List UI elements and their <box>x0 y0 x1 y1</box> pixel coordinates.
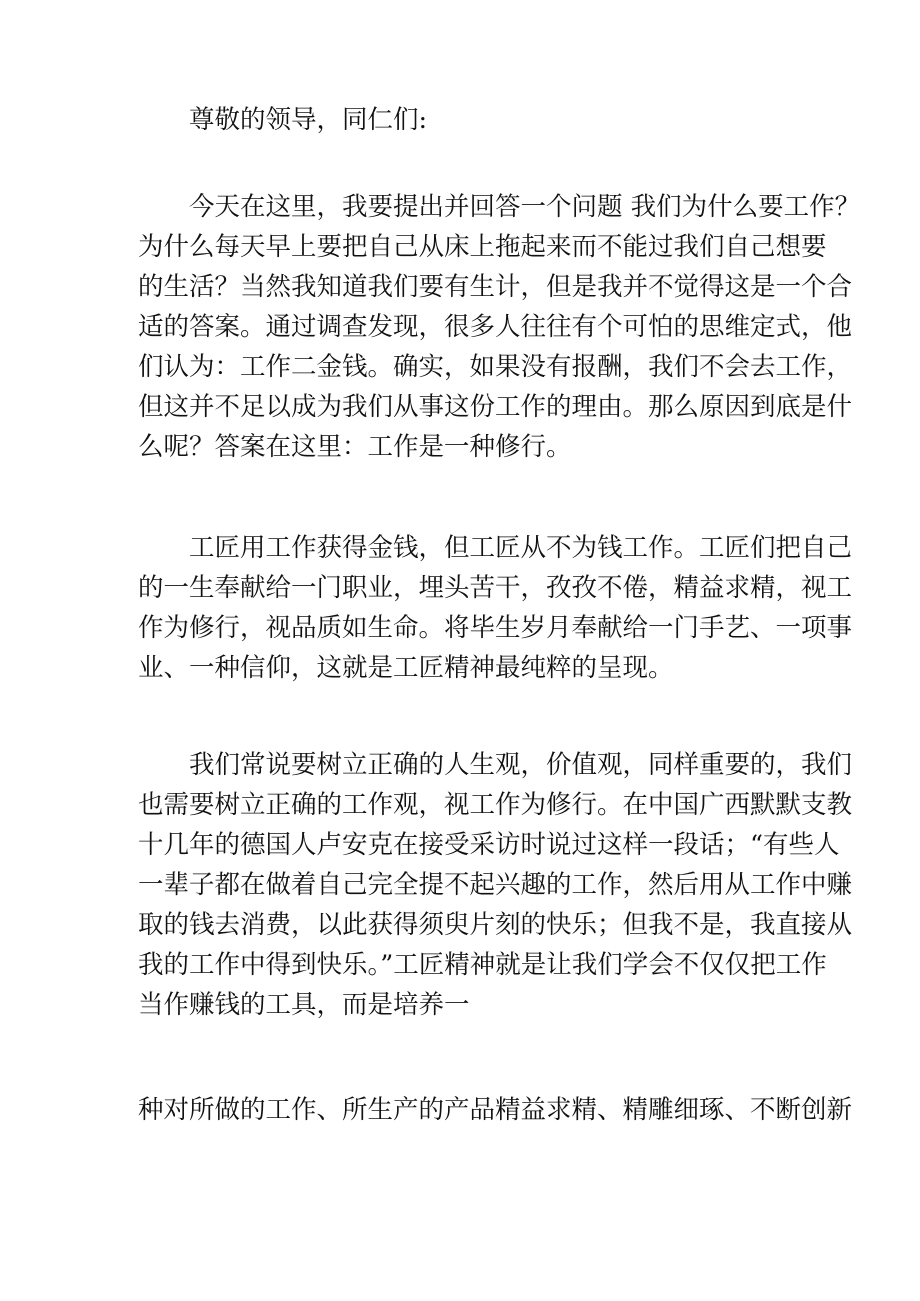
paragraph-4 <box>138 1090 853 1130</box>
paragraph-line: 我的工作中得到快乐。”工匠精神就是让我们学会不仅仅把工作 <box>138 950 827 980</box>
salutation <box>138 100 784 140</box>
paragraph-1 <box>138 187 861 467</box>
paragraph-line: 我们常说要树立正确的人生观，价值观，同样重要的，我们 <box>189 750 853 780</box>
paragraph-line: 的生活？当然我知道我们要有生计，但是我并不觉得这是一个合 <box>138 272 853 302</box>
paragraph-line: 今天在这里，我要提出并回答一个问题 我们为什么要工作？ <box>189 192 861 222</box>
paragraph-line: 一辈子都在做着自己完全提不起兴趣的工作，然后用从工作中赚 <box>138 870 853 900</box>
paragraph-line: 但这并不足以成为我们从事这份工作的理由。那么原因到底是什 <box>138 392 853 422</box>
paragraph-line: 为什么每天早上要把自己从床上拖起来而不能过我们自己想要 <box>138 232 827 262</box>
paragraph-line: 们认为：工作二金钱。确实，如果没有报酬，我们不会去工作， <box>138 352 853 382</box>
paragraph-line: 的一生奉献给一门职业，埋头苦干，孜孜不倦，精益求精，视工 <box>138 573 853 603</box>
paragraph-line: 取的钱去消费，以此获得须臾片刻的快乐；但我不是，我直接从 <box>138 910 853 940</box>
paragraph-line: 种对所做的工作、所生产的产品精益求精、精雕细琢、不断创新 <box>138 1095 853 1125</box>
salutation-line: 尊敬的领导，同仁们: <box>189 105 428 135</box>
paragraph-line: 么呢？答案在这里：工作是一种修行。 <box>138 432 572 462</box>
paragraph-3 <box>138 745 853 1025</box>
paragraph-line: 作为修行，视品质如生命。将毕生岁月奉献给一门手艺、一项事 <box>138 613 853 643</box>
paragraph-line: 适的答案。通过调查发现，很多人往往有个可怕的思维定式，他 <box>138 312 853 342</box>
paragraph-line: 也需要树立正确的工作观，视工作为修行。在中国广西默默支教 <box>138 790 853 820</box>
paragraph-line: 业、一种信仰，这就是工匠精神最纯粹的呈现。 <box>138 653 674 683</box>
paragraph-2 <box>138 528 853 688</box>
paragraph-line: 十几年的德国人卢安克在接受采访时说过这样一段话；“有些人 <box>138 830 840 860</box>
paragraph-line: 当作赚钱的工具，而是培养一 <box>138 990 470 1020</box>
paragraph-line: 工匠用工作获得金钱，但工匠从不为钱工作。工匠们把自己 <box>189 533 853 563</box>
